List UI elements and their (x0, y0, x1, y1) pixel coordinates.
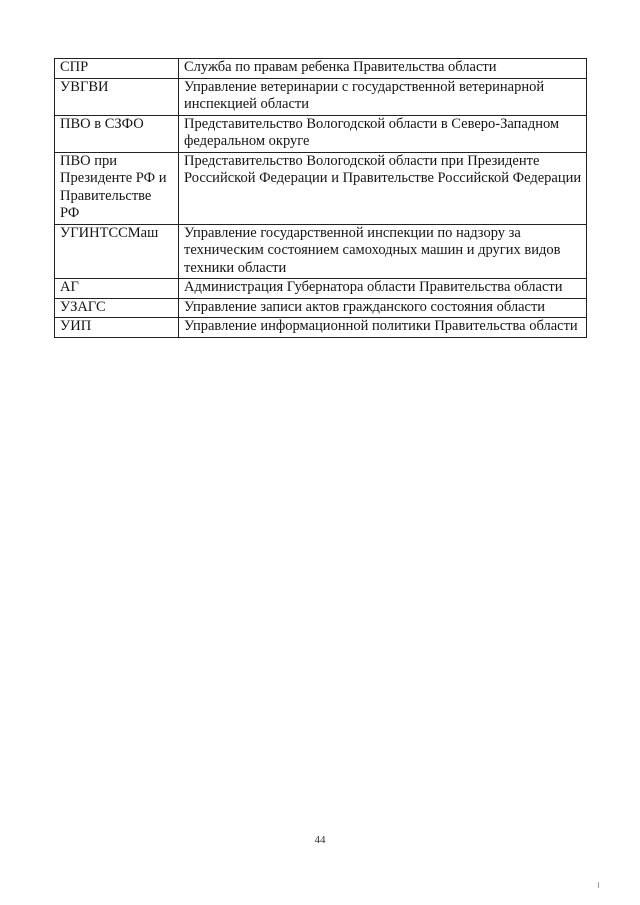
abbreviations-table (54, 58, 587, 338)
abbreviation-cell: СПР (55, 59, 179, 79)
page-number: 44 (314, 834, 326, 846)
abbreviation-cell: УВГВИ (55, 78, 179, 115)
description-cell: Управление информационной политики Правительства области (179, 318, 587, 338)
abbreviation-cell: АГ (55, 279, 179, 299)
abbreviation-cell: УИП (55, 318, 179, 338)
table-row (55, 152, 587, 224)
description-cell: Управление ветеринарии с государственной ветеринарной инспекцией области (179, 78, 587, 115)
abbreviation-cell: ПВО в СЗФО (55, 115, 179, 152)
table-row (55, 279, 587, 299)
table-row (55, 78, 587, 115)
abbreviation-cell: УЗАГС (55, 298, 179, 318)
description-cell: Представительство Вологодской области в Северо-Западном федеральном округе (179, 115, 587, 152)
table-row (55, 318, 587, 338)
description-cell: Администрация Губернатора области Правительства области (179, 279, 587, 299)
abbreviation-cell: УГИНТССМаш (55, 224, 179, 279)
description-cell: Управление государственной инспекции по надзору за техническим состоянием самоходных машин и других видов техники области (179, 224, 587, 279)
abbreviation-cell: ПВО при Президенте РФ и Правительстве РФ (55, 152, 179, 224)
scan-mark (598, 882, 599, 888)
table-row (55, 298, 587, 318)
description-cell: Управление записи актов гражданского состояния области (179, 298, 587, 318)
table-row (55, 115, 587, 152)
description-cell: Служба по правам ребенка Правительства области (179, 59, 587, 79)
description-cell: Представительство Вологодской области при Президенте Российской Федерации и Правительстве Российской Федерации (179, 152, 587, 224)
table-row (55, 59, 587, 79)
table-row (55, 224, 587, 279)
